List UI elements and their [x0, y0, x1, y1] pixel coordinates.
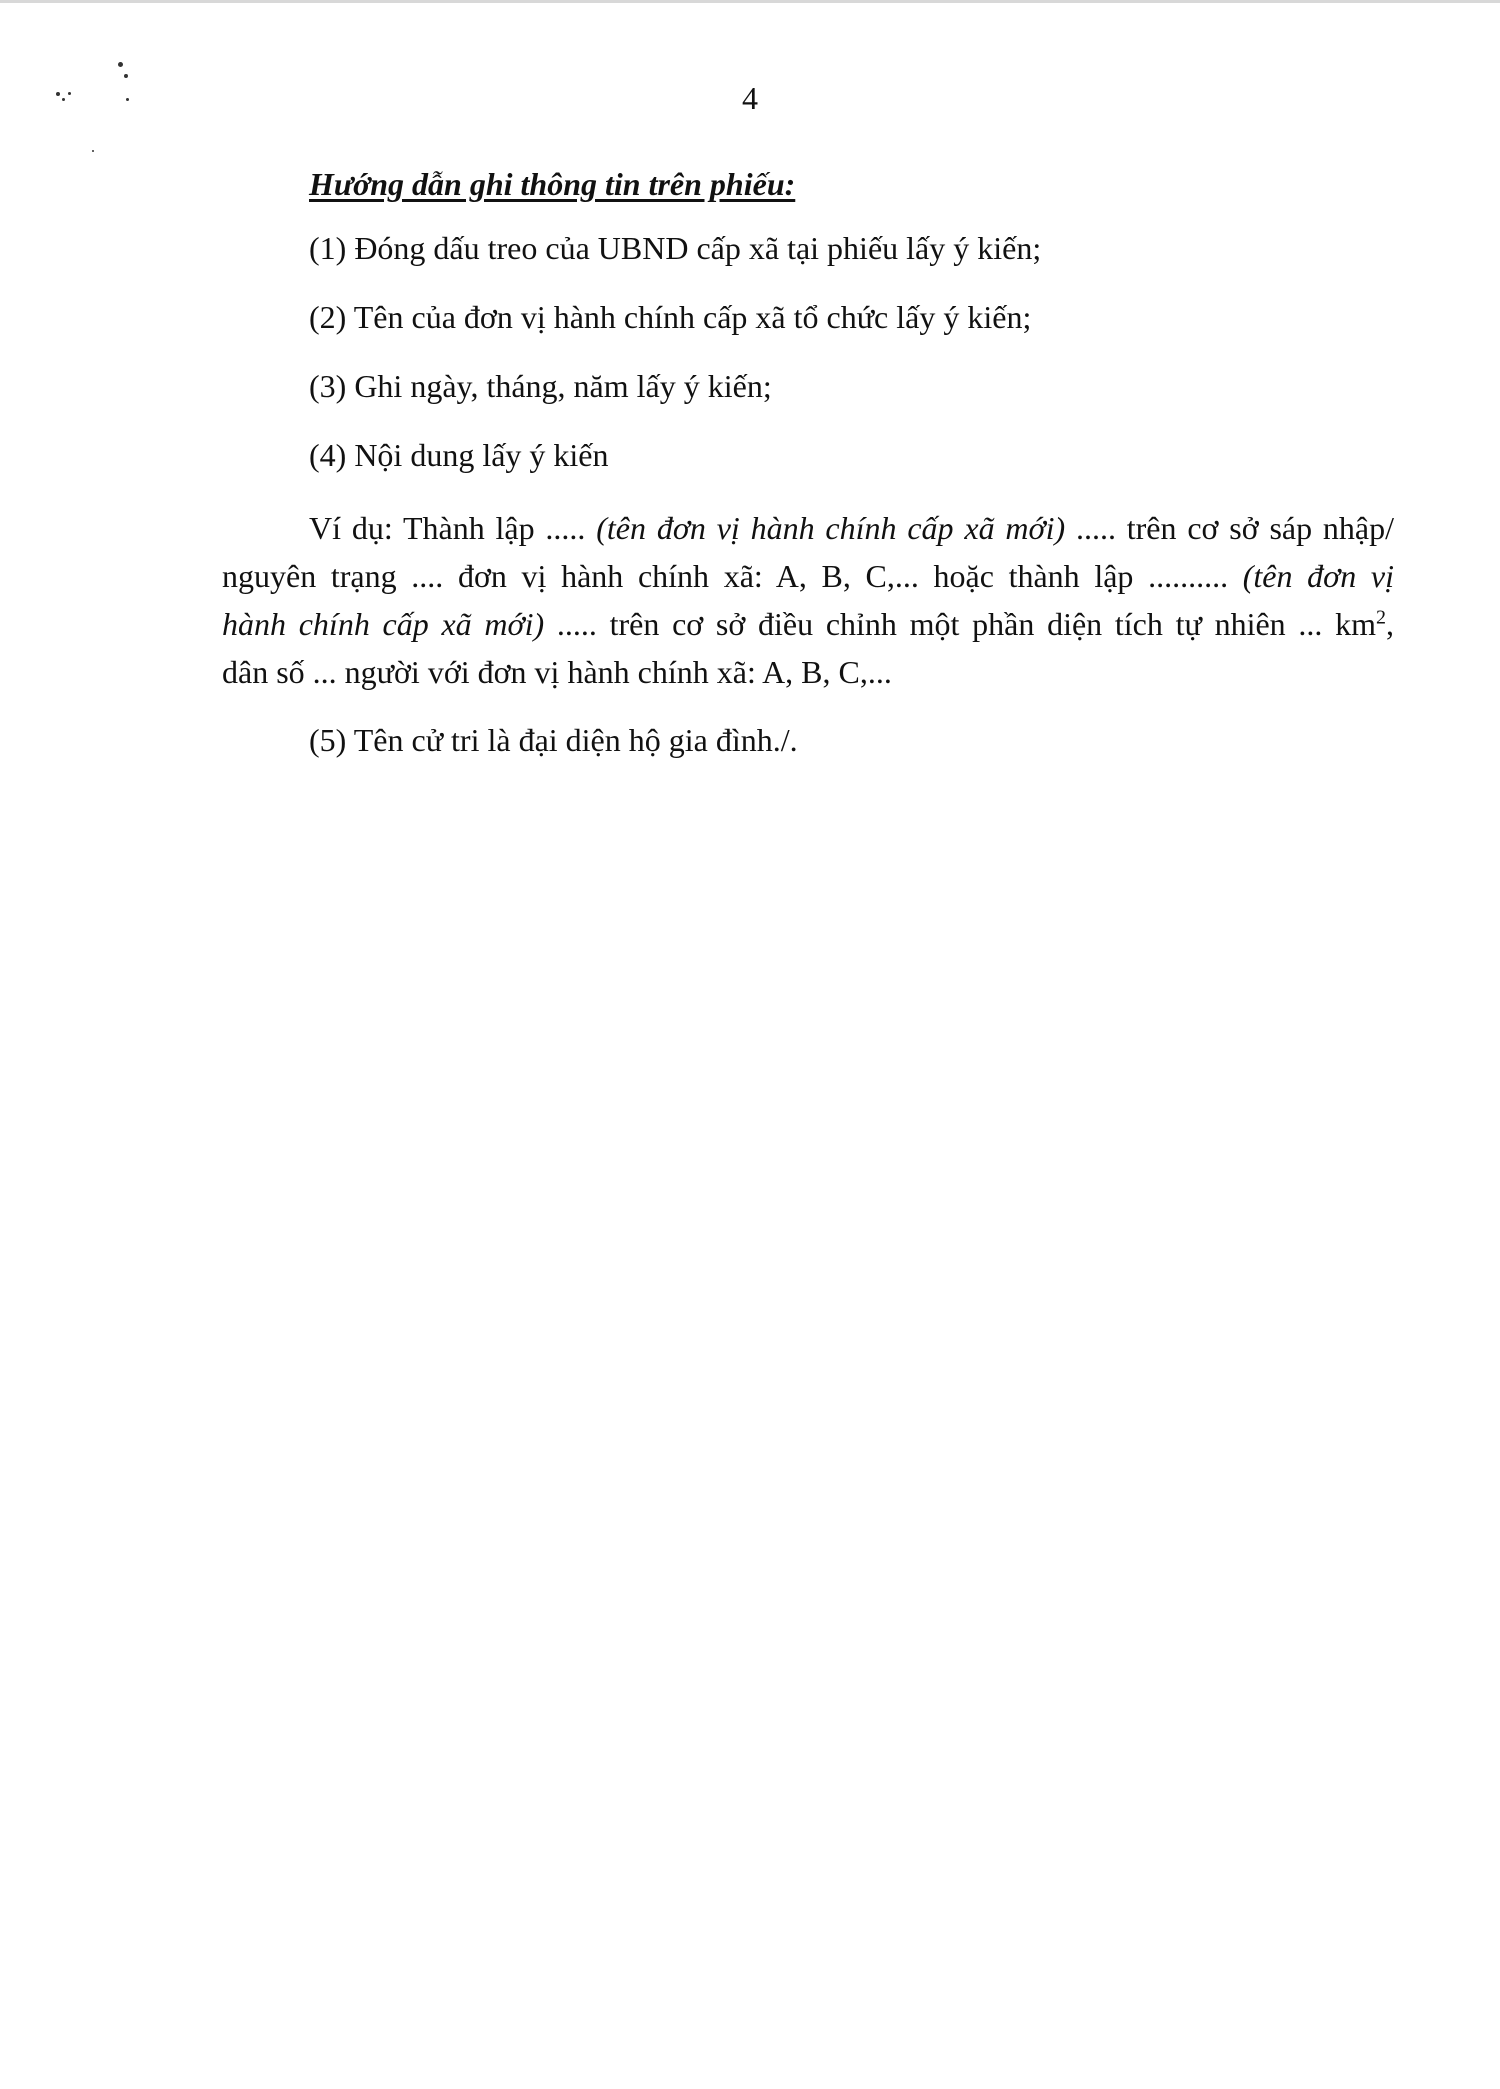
guide-item-2: (2) Tên của đơn vị hành chính cấp xã tổ chức lấy ý kiến;	[309, 299, 1032, 335]
example-text: ,	[1386, 606, 1395, 642]
scan-speck	[92, 150, 94, 152]
example-line-3	[222, 600, 1394, 648]
page-number: 4	[742, 80, 758, 116]
example-italic-text: hành chính cấp xã mới)	[222, 606, 545, 642]
guide-item-4: (4) Nội dung lấy ý kiến	[309, 437, 609, 473]
guide-item-1: (1) Đóng dấu treo của UBND cấp xã tại phiếu lấy ý kiến;	[309, 230, 1042, 266]
example-text: ..... trên cơ sở sáp nhập/	[1065, 510, 1395, 546]
guide-heading: Hướng dẫn ghi thông tin trên phiếu:	[309, 166, 796, 202]
guide-item-5: (5) Tên cử tri là đại diện hộ gia đình./.	[309, 722, 798, 758]
superscript: 2	[1376, 606, 1387, 629]
scan-top-edge	[0, 0, 1500, 3]
example-line-2	[222, 552, 1394, 600]
guide-item-3: (3) Ghi ngày, tháng, năm lấy ý kiến;	[309, 368, 772, 404]
example-text: ..... trên cơ sở điều chỉnh một phần diện tích tự nhiên ... km	[544, 606, 1377, 642]
example-italic-text: (tên đơn vị hành chính cấp xã mới)	[596, 510, 1066, 546]
example-text: Ví dụ: Thành lập .....	[309, 510, 597, 546]
example-italic-text: (tên đơn vị	[1242, 558, 1395, 594]
example-paragraph	[222, 504, 1394, 696]
example-line-4: dân số ... người với đơn vị hành chính xã: A, B, C,...	[222, 654, 892, 690]
example-text: nguyên trạng .... đơn vị hành chính xã: A, B, C,... hoặc thành lập ..........	[222, 558, 1243, 594]
example-line-1	[222, 504, 1394, 552]
scan-speck	[118, 62, 123, 67]
